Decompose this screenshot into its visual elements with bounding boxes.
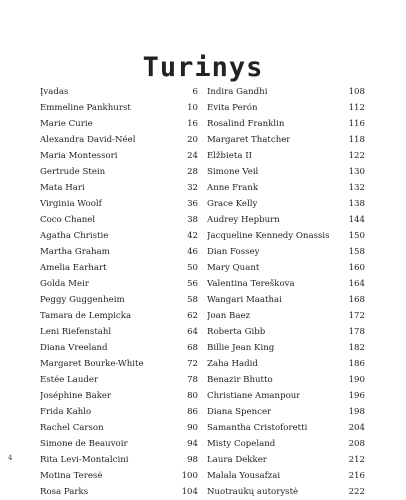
toc-entry bbox=[207, 116, 365, 132]
toc-entry bbox=[40, 212, 198, 228]
toc-entry-title: Diana Spencer bbox=[207, 407, 272, 417]
toc-entry-title: Marie Curie bbox=[40, 119, 93, 129]
toc-entry-page: 68 bbox=[187, 343, 198, 353]
toc-entry bbox=[40, 324, 198, 340]
toc-entry-title: Margaret Thatcher bbox=[207, 135, 291, 145]
toc-entry bbox=[40, 308, 198, 324]
toc-entry-title: Nuotraukų autorystė bbox=[207, 487, 299, 497]
toc-entry bbox=[207, 404, 365, 420]
toc-entry bbox=[40, 436, 198, 452]
toc-entry-page: 208 bbox=[348, 439, 365, 449]
toc-entry-page: 42 bbox=[187, 231, 198, 241]
toc-entry-title: Evita Perón bbox=[207, 103, 258, 113]
toc-entry-page: 132 bbox=[348, 183, 365, 193]
toc-entry-title: Emmeline Pankhurst bbox=[40, 103, 131, 113]
toc-entry bbox=[207, 196, 365, 212]
toc-entry bbox=[40, 196, 198, 212]
toc-entry-page: 28 bbox=[187, 167, 198, 177]
toc-entry bbox=[40, 468, 198, 484]
toc-entry bbox=[207, 308, 365, 324]
toc-entry-title: Valentina Tereškova bbox=[207, 279, 295, 289]
toc-entry bbox=[40, 404, 198, 420]
toc-entry-page: 62 bbox=[187, 311, 198, 321]
toc-entry-page: 190 bbox=[348, 375, 365, 385]
toc-entry bbox=[207, 484, 365, 500]
toc-entry-title: Golda Meir bbox=[40, 279, 89, 289]
toc-entry-page: 130 bbox=[348, 167, 365, 177]
toc-entry-title: Estée Lauder bbox=[40, 375, 99, 385]
page-number: 4 bbox=[8, 454, 13, 462]
toc-entry bbox=[40, 452, 198, 468]
toc-entry-page: 80 bbox=[187, 391, 198, 401]
toc-entry bbox=[207, 100, 365, 116]
toc-entry-title: Įvadas bbox=[40, 87, 69, 97]
toc-entry-title: Leni Riefenstahl bbox=[40, 327, 112, 337]
toc-entry-page: 178 bbox=[348, 327, 365, 337]
toc-entry bbox=[207, 212, 365, 228]
toc-entry-title: Billie Jean King bbox=[207, 343, 275, 353]
toc-entry bbox=[207, 324, 365, 340]
toc-entry-page: 16 bbox=[187, 119, 198, 129]
toc-entry-title: Christiane Amanpour bbox=[207, 391, 301, 401]
toc-entry-title: Agatha Christie bbox=[40, 231, 109, 241]
toc-entry-title: Motina Teresė bbox=[40, 471, 103, 481]
toc-entry bbox=[207, 276, 365, 292]
toc-entry bbox=[40, 116, 198, 132]
toc-entry-page: 32 bbox=[187, 183, 198, 193]
toc-entry-page: 198 bbox=[348, 407, 365, 417]
toc-entry-page: 212 bbox=[348, 455, 365, 465]
toc-entry-page: 20 bbox=[187, 135, 198, 145]
toc-entry bbox=[207, 340, 365, 356]
toc-entry-title: Wangari Maathai bbox=[207, 295, 282, 305]
toc-entry bbox=[40, 340, 198, 356]
toc-entry-page: 100 bbox=[181, 471, 198, 481]
toc-entry-title: Audrey Hepburn bbox=[207, 215, 280, 225]
toc-entry-title: Diana Vreeland bbox=[40, 343, 108, 353]
toc-entry bbox=[40, 388, 198, 404]
toc-entry-title: Zaha Hadid bbox=[207, 359, 258, 369]
toc-entry-title: Joan Baez bbox=[207, 311, 251, 321]
toc-entry-page: 122 bbox=[348, 151, 365, 161]
toc-entry-title: Mary Quant bbox=[207, 263, 260, 273]
toc-entry-page: 90 bbox=[187, 423, 198, 433]
toc-entry-page: 116 bbox=[348, 119, 365, 129]
toc-entry-page: 168 bbox=[348, 295, 365, 305]
toc-entry-page: 150 bbox=[348, 231, 365, 241]
toc-entry bbox=[207, 292, 365, 308]
toc-entry bbox=[40, 420, 198, 436]
toc-entry bbox=[207, 84, 365, 100]
toc-entry-page: 144 bbox=[348, 215, 365, 225]
toc-entry-title: Rosa Parks bbox=[40, 487, 89, 497]
toc-entry bbox=[207, 388, 365, 404]
toc-entry-title: Rachel Carson bbox=[40, 423, 104, 433]
toc-entry-title: Indira Gandhi bbox=[207, 87, 268, 97]
toc-entry-page: 160 bbox=[348, 263, 365, 273]
toc-entry-title: Joséphine Baker bbox=[40, 391, 112, 401]
toc-entry bbox=[207, 148, 365, 164]
toc-entry bbox=[207, 420, 365, 436]
toc-entry-page: 216 bbox=[348, 471, 365, 481]
toc-entry-page: 138 bbox=[348, 199, 365, 209]
toc-entry-title: Gertrude Stein bbox=[40, 167, 106, 177]
toc-entry-page: 108 bbox=[348, 87, 365, 97]
toc-entry bbox=[40, 356, 198, 372]
toc-entry-title: Simone de Beauvoir bbox=[40, 439, 128, 449]
toc-entry-title: Mata Hari bbox=[40, 183, 85, 193]
toc-entry-title: Anne Frank bbox=[207, 183, 259, 193]
toc-entry bbox=[207, 468, 365, 484]
toc-entry bbox=[40, 228, 198, 244]
toc-entry-page: 104 bbox=[181, 487, 198, 497]
toc-entry bbox=[207, 372, 365, 388]
toc-entry-title: Malala Yousafzai bbox=[207, 471, 281, 481]
toc-entry bbox=[207, 260, 365, 276]
toc-entry-page: 196 bbox=[348, 391, 365, 401]
page-title: Turinys bbox=[142, 52, 264, 84]
toc-entry-page: 98 bbox=[187, 455, 198, 465]
toc-entry bbox=[40, 180, 198, 196]
toc-entry-title: Grace Kelly bbox=[207, 199, 258, 209]
toc-entry bbox=[207, 180, 365, 196]
toc-entry-title: Martha Graham bbox=[40, 247, 110, 257]
toc-entry-page: 24 bbox=[187, 151, 198, 161]
toc-entry bbox=[207, 452, 365, 468]
toc-entry-page: 182 bbox=[348, 343, 365, 353]
toc-entry-title: Jacqueline Kennedy Onassis bbox=[207, 231, 330, 241]
toc-entry-page: 58 bbox=[187, 295, 198, 305]
toc-column-left bbox=[40, 84, 198, 500]
toc-entry-page: 10 bbox=[187, 103, 198, 113]
toc-entry-title: Margaret Bourke-White bbox=[40, 359, 144, 369]
toc-entry-title: Laura Dekker bbox=[207, 455, 267, 465]
toc-entry bbox=[40, 84, 198, 100]
toc-entry-title: Roberta Gibb bbox=[207, 327, 266, 337]
toc-entry-title: Frida Kahlo bbox=[40, 407, 92, 417]
toc-entry-page: 64 bbox=[187, 327, 198, 337]
toc-entry-page: 50 bbox=[187, 263, 198, 273]
toc-entry-page: 118 bbox=[348, 135, 365, 145]
toc-entry-page: 36 bbox=[187, 199, 198, 209]
toc-entry bbox=[40, 292, 198, 308]
toc-entry-title: Dian Fossey bbox=[207, 247, 260, 257]
toc-entry bbox=[40, 148, 198, 164]
toc-entry bbox=[207, 356, 365, 372]
toc-entry bbox=[40, 132, 198, 148]
toc-entry-title: Coco Chanel bbox=[40, 215, 96, 225]
toc-entry-page: 72 bbox=[187, 359, 198, 369]
toc-entry-title: Amelia Earhart bbox=[40, 263, 107, 273]
toc-entry-page: 204 bbox=[348, 423, 365, 433]
toc-entry bbox=[207, 132, 365, 148]
toc-entry-page: 112 bbox=[348, 103, 365, 113]
toc-entry-title: Rita Levi-Montalcini bbox=[40, 455, 129, 465]
toc-entry-title: Tamara de Lempicka bbox=[40, 311, 132, 321]
toc-entry bbox=[207, 244, 365, 260]
toc-column-right bbox=[207, 84, 365, 500]
toc-entry-page: 164 bbox=[348, 279, 365, 289]
toc-entry-title: Rosalind Franklin bbox=[207, 119, 285, 129]
toc-entry-page: 46 bbox=[187, 247, 198, 257]
toc-entry-title: Elžbieta II bbox=[207, 151, 252, 161]
toc-entry-title: Peggy Guggenheim bbox=[40, 295, 125, 305]
toc-entry-page: 86 bbox=[187, 407, 198, 417]
toc-entry-page: 56 bbox=[187, 279, 198, 289]
toc-entry-title: Samantha Cristoforetti bbox=[207, 423, 308, 433]
toc-entry bbox=[40, 244, 198, 260]
toc-entry-title: Simone Veil bbox=[207, 167, 259, 177]
toc-entry-page: 186 bbox=[348, 359, 365, 369]
toc-entry-page: 38 bbox=[187, 215, 198, 225]
toc-entry-title: Benazir Bhutto bbox=[207, 375, 273, 385]
toc-entry bbox=[207, 436, 365, 452]
toc-entry-title: Virginia Woolf bbox=[40, 199, 102, 209]
toc-entry bbox=[40, 372, 198, 388]
toc-entry bbox=[40, 484, 198, 500]
toc-entry-title: Alexandra David-Néel bbox=[40, 135, 136, 145]
toc-entry bbox=[40, 260, 198, 276]
toc-entry-page: 172 bbox=[348, 311, 365, 321]
toc-entry bbox=[207, 164, 365, 180]
toc-entry-page: 222 bbox=[348, 487, 365, 497]
toc-entry bbox=[40, 100, 198, 116]
toc-entry bbox=[207, 228, 365, 244]
toc-entry-page: 158 bbox=[348, 247, 365, 257]
toc-entry-page: 94 bbox=[187, 439, 198, 449]
toc-entry-title: Misty Copeland bbox=[207, 439, 276, 449]
toc-entry-page: 78 bbox=[187, 375, 198, 385]
toc-entry-title: Maria Montessori bbox=[40, 151, 118, 161]
toc-entry-page: 6 bbox=[192, 87, 198, 97]
toc-entry bbox=[40, 164, 198, 180]
toc-entry bbox=[40, 276, 198, 292]
